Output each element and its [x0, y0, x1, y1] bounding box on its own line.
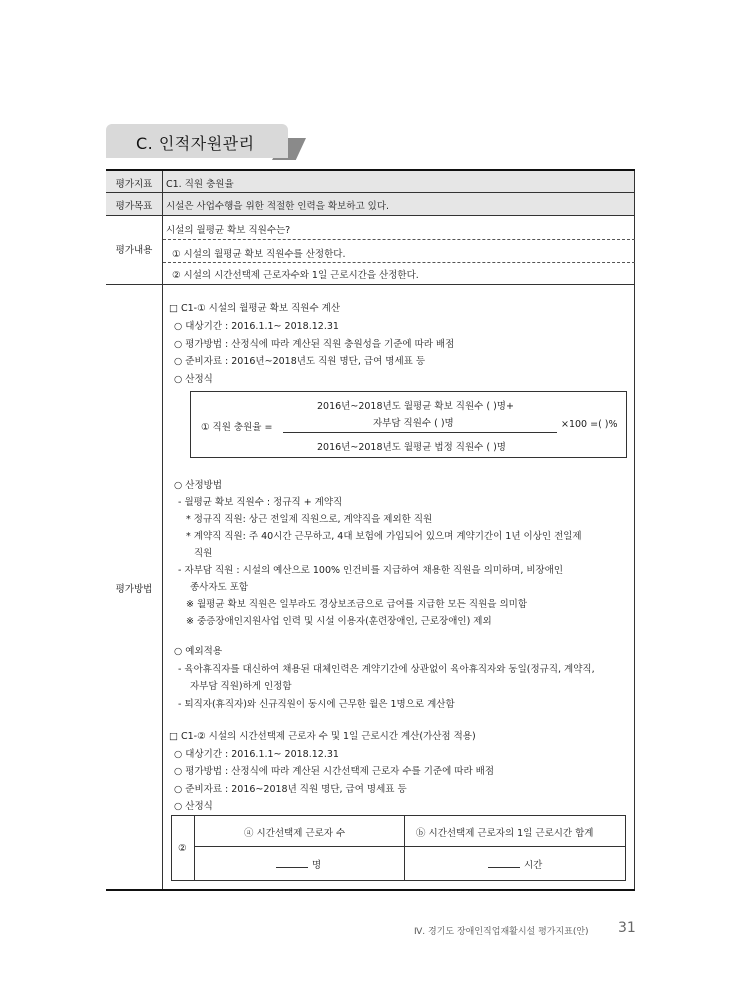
table-cell-b [488, 857, 542, 871]
content-item: ① 시설의 월평균 확보 직원수를 산정한다. [172, 249, 346, 260]
blank-field [488, 859, 520, 868]
dashed-divider [163, 262, 635, 263]
label-column-divider [162, 171, 163, 889]
dashed-divider [163, 239, 635, 240]
goal-label: 평가목표 [115, 201, 153, 212]
c1-1-line: ○ 평가방법 : 산정식에 따라 계산된 직원 충원성을 기준에 따라 배점 [174, 339, 455, 350]
c1-2-line: ○ 산정식 [174, 801, 213, 812]
goal-value: 시설은 사업수행을 위한 적절한 인력을 확보하고 있다. [166, 201, 390, 212]
fraction-line [283, 432, 557, 433]
c1-2-line: ○ 평가방법 : 산정식에 따라 계산된 시간선택제 근로자 수를 기준에 따라 배점 [174, 766, 495, 777]
exceptions-line: - 육아휴직자를 대신하여 채용된 대체인력은 계약기간에 상관없이 육아휴직자와 동일(정규직, 계약직, [178, 664, 595, 675]
formula-denominator: 2016년~2018년도 월평균 법정 직원수 ( )명 [317, 442, 506, 453]
indicator-value: C1. 직원 충원율 [166, 179, 234, 190]
blank-field [276, 859, 308, 868]
c1-1-line: ○ 산정식 [174, 374, 213, 385]
content-item: ② 시설의 시간선택제 근로자수와 1일 근로시간을 산정한다. [172, 270, 419, 281]
table-header-a: ⓐ 시간선택제 근로자 수 [244, 828, 346, 839]
c1-1-line: ○ 대상기간 : 2016.1.1~ 2018.12.31 [174, 321, 339, 332]
right-border [634, 171, 635, 889]
method-label: 평가방법 [115, 584, 153, 595]
footer-text: Ⅳ. 경기도 장애인직업재활시설 평가지표(안) [414, 927, 589, 937]
table-divider [404, 816, 405, 880]
c1-2-heading: □ C1-② 시설의 시간선택제 근로자 수 및 1일 근로시간 계산(가산점 적용) [169, 731, 476, 742]
exceptions-heading: ○ 예외적용 [174, 646, 223, 657]
section-tab [106, 124, 288, 158]
calc-method-note: ※ 월평균 확보 직원은 일부라도 경상보조금으로 급여를 지급한 모든 직원을 의미함 [186, 599, 527, 610]
calc-method-line: 직원 [194, 548, 213, 559]
calc-method-line: * 계약직 직원: 주 40시간 근무하고, 4대 보험에 가입되어 있으며 계약기간이 1년 이상인 전일제 [186, 531, 582, 542]
exceptions-line: 자부담 직원)하게 인정함 [190, 681, 292, 692]
c1-1-line: ○ 준비자료 : 2016년~2018년도 직원 명단, 급여 명세표 등 [174, 356, 425, 367]
content-question: 시설의 월평균 확보 직원수는? [166, 225, 291, 236]
c1-1-heading: □ C1-① 시설의 월평균 확보 직원수 계산 [169, 303, 341, 314]
calc-method-line: * 정규직 직원: 상근 전일제 직원으로, 계약직을 제외한 직원 [186, 514, 433, 525]
formula-numerator-2: 자부담 직원수 ( )명 [373, 418, 454, 429]
c1-2-line: ○ 준비자료 : 2016~2018년 직원 명단, 급여 명세표 등 [174, 784, 407, 795]
row-divider [106, 284, 635, 285]
formula-lhs: ① 직원 충원율 = [201, 422, 273, 433]
calc-method-note: ※ 중증장애인지원사업 인력 및 시설 이용자(훈련장애인, 근로장애인) 제외 [186, 616, 492, 627]
row-divider [106, 215, 635, 216]
table-cell-a [276, 857, 321, 871]
calc-method-line: 종사자도 포함 [190, 582, 249, 593]
formula-box [190, 391, 627, 458]
part-time-table [171, 815, 626, 881]
section-title: C. 인적자원관리 [136, 134, 255, 153]
unit-b: 시간 [524, 860, 543, 871]
c1-2-line: ○ 대상기간 : 2016.1.1~ 2018.12.31 [174, 749, 339, 760]
table-divider [194, 846, 625, 847]
exceptions-line: - 퇴직자(휴직자)와 신규직원이 동시에 근무한 월은 1명으로 계산함 [178, 699, 455, 710]
table-header-b: ⓑ 시간선택제 근로자의 1일 근로시간 합계 [416, 828, 594, 839]
calc-method-heading: ○ 산정방법 [174, 480, 223, 491]
table-row-label: ② [178, 843, 187, 854]
page-number: 31 [618, 920, 636, 936]
formula-numerator: 2016년~2018년도 월평균 확보 직원수 ( )명+ [317, 401, 514, 412]
formula-rhs: ×100 =( )% [561, 419, 618, 430]
table-divider [194, 816, 195, 880]
content-label: 평가내용 [115, 245, 153, 256]
unit-a: 명 [312, 860, 322, 871]
row-divider [106, 192, 635, 193]
calc-method-line: - 월평균 확보 직원수 : 정규직 + 계약직 [178, 497, 343, 508]
indicator-label: 평가지표 [115, 179, 153, 190]
calc-method-line: - 자부담 직원 : 시설의 예산으로 100% 인건비를 지급하여 채용한 직원을 의미하며, 비장애인 [178, 565, 564, 576]
